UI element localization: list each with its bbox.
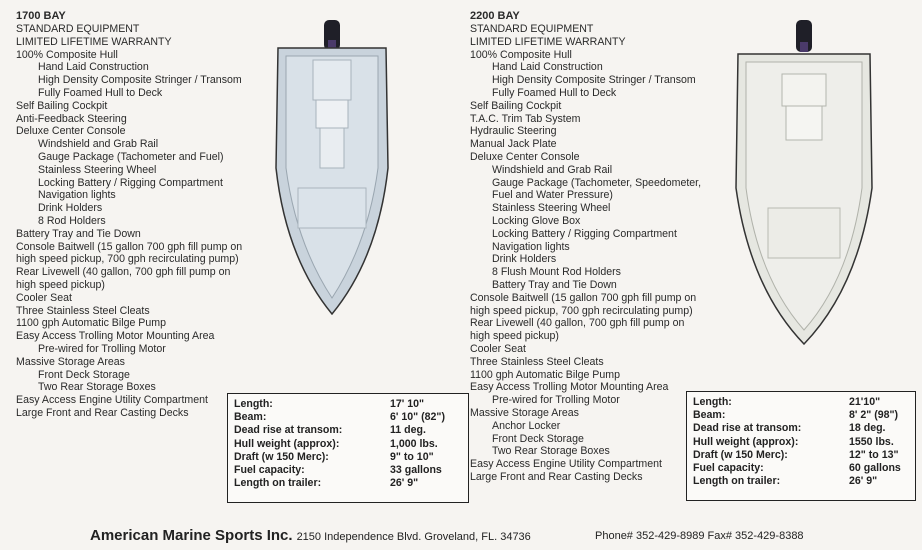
company-address: 2150 Independence Blvd. Groveland, FL. 34736 [296, 531, 531, 543]
equipment-item: Navigation lights [492, 240, 570, 253]
spec-value: 17' 10" [390, 398, 425, 410]
equipment-item: LIMITED LIFETIME WARRANTY [470, 35, 626, 48]
equipment-item: Three Stainless Steel Cleats [470, 355, 604, 368]
boat-2200-image [728, 18, 880, 348]
equipment-item: High Density Composite Stringer / Transom [38, 74, 242, 87]
equipment-item: Anti-Feedback Steering [16, 112, 127, 125]
spec-label: Fuel capacity: [234, 464, 305, 477]
spec-label: Fuel capacity: [693, 462, 764, 475]
equipment-item: Console Baitwell (15 gallon 700 gph fill pump on [470, 291, 697, 304]
spec-row [693, 449, 909, 462]
spec-row [234, 398, 462, 411]
equipment-item: Rear Livewell (40 gallon, 700 gph fill pump on [16, 266, 231, 279]
spec-label: Length on trailer: [234, 477, 322, 490]
equipment-item: Easy Access Engine Utility Compartment [16, 394, 208, 407]
spec-label: Length on trailer: [693, 475, 781, 488]
company-phone-fax: Phone# 352-429-8989 Fax# 352-429-8388 [595, 530, 804, 542]
equipment-item: Three Stainless Steel Cleats [16, 304, 150, 317]
equipment-item: Rear Livewell (40 gallon, 700 gph fill pump on [470, 317, 685, 330]
equipment-item: Stainless Steering Wheel [38, 163, 157, 176]
left-model-column [16, 10, 276, 420]
equipment-item: Navigation lights [38, 189, 116, 202]
spec-label: Hull weight (approx): [693, 435, 799, 448]
spec-value: 1550 lbs. [849, 435, 894, 448]
equipment-item: Self Bailing Cockpit [470, 99, 562, 112]
equipment-item: 8 Rod Holders [38, 214, 106, 227]
equipment-item: Self Bailing Cockpit [16, 99, 108, 112]
equipment-item: High Density Composite Stringer / Transom [492, 74, 696, 87]
equipment-item: Locking Battery / Rigging Compartment [492, 227, 677, 240]
spec-label: Beam: [234, 411, 267, 424]
spec-label: Hull weight (approx): [234, 437, 340, 450]
spec-label: Dead rise at transom: [693, 422, 802, 435]
spec-row [234, 477, 462, 490]
equipment-item: Gauge Package (Tachometer and Fuel) [38, 150, 224, 163]
spec-value: 11 deg. [390, 424, 426, 437]
equipment-item: Cooler Seat [470, 342, 526, 355]
equipment-item: high speed pickup) [470, 330, 559, 343]
equipment-item: Fully Foamed Hull to Deck [492, 86, 617, 99]
equipment-item: Hand Laid Construction [492, 61, 603, 74]
spec-label: Length: [693, 396, 732, 408]
equipment-item: Battery Tray and Tie Down [492, 278, 617, 291]
equipment-item: STANDARD EQUIPMENT [470, 23, 594, 35]
specs-table-1700 [227, 393, 469, 503]
equipment-item: high speed pickup, 700 gph recirculating pump) [470, 304, 693, 317]
equipment-item: Console Baitwell (15 gallon 700 gph fill pump on [16, 240, 243, 253]
spec-label: Draft (w 150 Merc): [234, 450, 329, 463]
equipment-item: Deluxe Center Console [16, 125, 126, 138]
spec-value: 1,000 lbs. [390, 437, 438, 450]
equipment-item: high speed pickup) [16, 278, 105, 291]
equipment-item: Massive Storage Areas [16, 355, 125, 368]
spec-label: Draft (w 150 Merc): [693, 448, 788, 461]
spec-row [234, 424, 462, 437]
specs-table-2200 [686, 391, 916, 501]
spec-value: 26' 9" [849, 475, 878, 488]
equipment-item: Drink Holders [38, 202, 103, 215]
spec-value: 26' 9" [390, 477, 419, 490]
equipment-item: Large Front and Rear Casting Decks [16, 406, 189, 419]
spec-value: 60 gallons [849, 462, 901, 475]
company-name: American Marine Sports Inc. [90, 527, 293, 544]
equipment-item: Two Rear Storage Boxes [492, 445, 610, 458]
model-title: 1700 BAY [16, 10, 66, 22]
equipment-item: Fuel and Water Pressure) [492, 189, 613, 202]
spec-row [693, 396, 909, 409]
equipment-item: Locking Glove Box [492, 214, 581, 227]
equipment-item: Windshield and Grab Rail [492, 163, 613, 176]
spec-row [693, 436, 909, 449]
spec-value: 6' 10" (82") [390, 411, 445, 424]
spec-value: 9" to 10" [390, 450, 434, 463]
equipment-item: Battery Tray and Tie Down [16, 227, 141, 240]
equipment-item: Massive Storage Areas [470, 406, 579, 419]
spec-label: Length: [234, 398, 273, 410]
spec-value: 12" to 13" [849, 448, 899, 461]
equipment-item: Pre-wired for Trolling Motor [38, 342, 166, 355]
spec-row [234, 411, 462, 424]
equipment-item: Gauge Package (Tachometer, Speedometer, [492, 176, 702, 189]
spec-value: 33 gallons [390, 464, 442, 477]
equipment-item: Deluxe Center Console [470, 150, 580, 163]
equipment-item: Windshield and Grab Rail [38, 138, 159, 151]
equipment-item: Fully Foamed Hull to Deck [38, 86, 163, 99]
spec-label: Dead rise at transom: [234, 424, 343, 437]
equipment-item: Cooler Seat [16, 291, 72, 304]
spec-value: 8' 2" (98") [849, 409, 899, 422]
equipment-item: Locking Battery / Rigging Compartment [38, 176, 223, 189]
equipment-item: Large Front and Rear Casting Decks [470, 470, 643, 483]
equipment-item: STANDARD EQUIPMENT [16, 23, 140, 35]
spec-label: Beam: [693, 409, 726, 422]
equipment-item: 100% Composite Hull [16, 48, 118, 61]
equipment-item: LIMITED LIFETIME WARRANTY [16, 35, 172, 48]
equipment-item: Anchor Locker [492, 419, 561, 432]
equipment-item: 8 Flush Mount Rod Holders [492, 266, 621, 279]
equipment-item: 100% Composite Hull [470, 48, 572, 61]
equipment-item: Stainless Steering Wheel [492, 202, 611, 215]
equipment-list [16, 23, 276, 420]
equipment-item: Front Deck Storage [38, 368, 130, 381]
equipment-item: Easy Access Trolling Motor Mounting Area [16, 330, 215, 343]
equipment-item: Two Rear Storage Boxes [38, 381, 156, 394]
spec-row [693, 409, 909, 422]
equipment-item: Easy Access Trolling Motor Mounting Area [470, 381, 669, 394]
equipment-item: high speed pickup, 700 gph recirculating pump) [16, 253, 239, 266]
spec-row [234, 464, 462, 477]
equipment-item: 1100 gph Automatic Bilge Pump [470, 368, 620, 381]
equipment-item: Front Deck Storage [492, 432, 584, 445]
equipment-item: Hand Laid Construction [38, 61, 149, 74]
spec-row [693, 475, 909, 488]
spec-value: 21'10" [849, 396, 881, 408]
spec-row [693, 422, 909, 435]
spec-row [234, 451, 462, 464]
footer [90, 527, 804, 544]
equipment-item: Easy Access Engine Utility Compartment [470, 458, 662, 471]
model-title: 2200 BAY [470, 10, 520, 22]
equipment-item: 1100 gph Automatic Bilge Pump [16, 317, 166, 330]
spec-value: 18 deg. [849, 422, 886, 435]
equipment-item: Hydraulic Steering [470, 125, 557, 138]
spec-row [693, 462, 909, 475]
equipment-item: Manual Jack Plate [470, 138, 557, 151]
spec-row [234, 438, 462, 451]
equipment-item: Pre-wired for Trolling Motor [492, 394, 620, 407]
equipment-item: Drink Holders [492, 253, 557, 266]
boat-1700-image [268, 18, 396, 318]
equipment-item: T.A.C. Trim Tab System [470, 112, 581, 125]
